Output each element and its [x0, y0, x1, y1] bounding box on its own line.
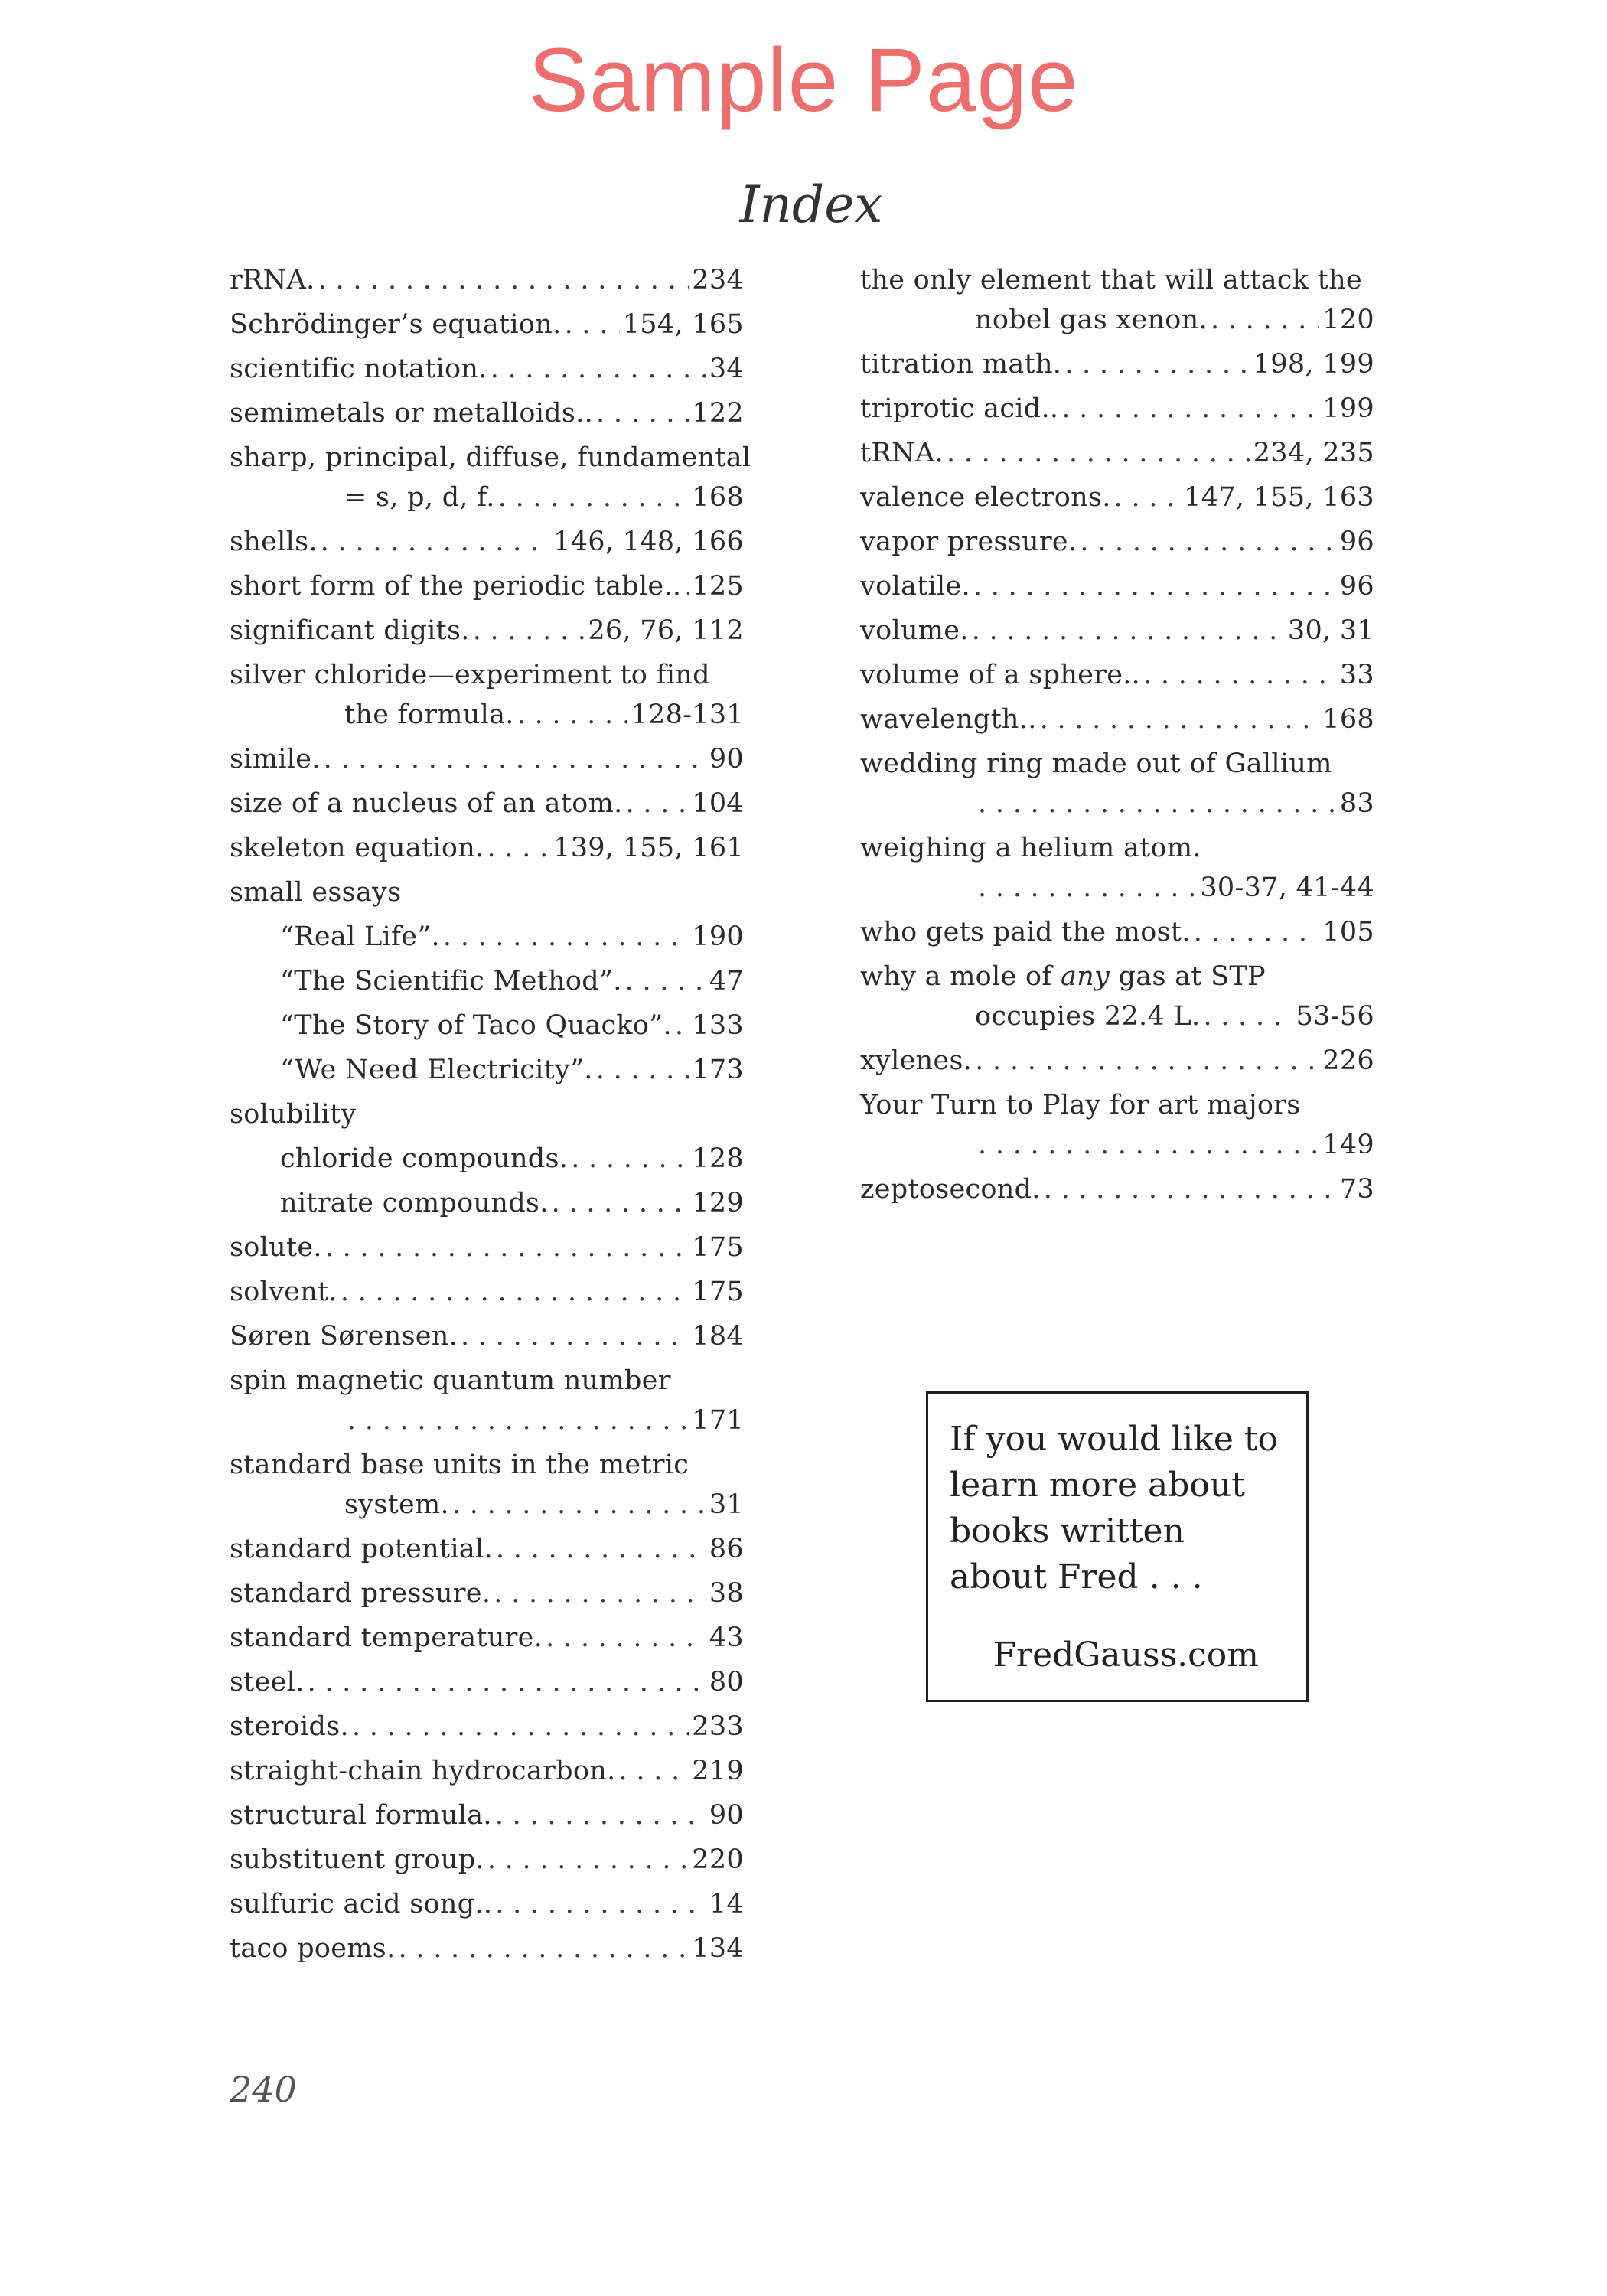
index-entry	[860, 655, 1374, 695]
index-term: scientific notation.	[230, 354, 487, 384]
index-term: taco poems.	[230, 1933, 396, 1964]
index-entry	[230, 260, 744, 300]
index-entry	[860, 1085, 1374, 1165]
index-pages: 14	[709, 1889, 744, 1919]
dot-leader	[546, 1618, 706, 1658]
index-entry	[230, 1840, 744, 1880]
index-entry	[230, 872, 744, 912]
index-term: semimetals or metalloids..	[230, 398, 594, 429]
index-term: xylenes.	[860, 1045, 973, 1076]
index-entry	[230, 1529, 744, 1569]
index-entry	[860, 260, 1374, 340]
dot-leader	[494, 1574, 706, 1613]
index-term: weighing a helium atom.	[860, 833, 1201, 863]
index-pages: 146, 148, 166	[553, 527, 744, 557]
index-term: wavelength..	[860, 704, 1037, 735]
index-pages: 234	[692, 265, 744, 295]
index-term: standard potential.	[230, 1534, 493, 1564]
index-entry	[230, 393, 744, 433]
index-entry	[860, 611, 1374, 651]
index-entry	[230, 522, 744, 562]
dot-leader	[1044, 1169, 1337, 1209]
index-term: system.	[344, 1489, 449, 1520]
index-pages: 133	[692, 1010, 744, 1041]
index-pages: 175	[692, 1232, 744, 1263]
index-pages: 198, 199	[1253, 349, 1374, 380]
index-term: structural formula.	[230, 1800, 492, 1831]
index-pages: 120	[1322, 305, 1374, 335]
index-term: straight-chain hydrocarbon.	[230, 1756, 616, 1786]
index-pages: 226	[1322, 1045, 1374, 1076]
dot-leader	[496, 1529, 706, 1569]
dot-leader	[975, 1041, 1319, 1081]
page-number: 240	[230, 2069, 297, 2110]
index-entry	[230, 1929, 744, 1968]
index-pages: 171	[692, 1405, 744, 1436]
index-term: significant digits.	[230, 615, 470, 646]
index-pages: 47	[709, 966, 744, 996]
index-term: the only element that will attack the	[860, 265, 1362, 295]
index-term: shells.	[230, 527, 318, 557]
dot-leader	[552, 1183, 689, 1223]
index-entry	[860, 389, 1374, 429]
index-pages: 184	[692, 1321, 744, 1352]
index-entry	[230, 1183, 744, 1223]
index-pages: 38	[709, 1578, 744, 1609]
index-pages: 168	[692, 482, 744, 513]
dot-leader	[487, 1840, 689, 1880]
index-pages: 233	[692, 1711, 744, 1742]
dot-leader	[1080, 522, 1337, 562]
index-pages: 125	[692, 571, 744, 602]
dot-leader	[947, 433, 1250, 473]
index-entry	[230, 1139, 744, 1179]
dot-leader	[973, 566, 1337, 606]
index-term: substituent group.	[230, 1844, 484, 1875]
index-term: silver chloride—experiment to find	[230, 660, 710, 690]
index-term: = s, p, d, f.	[344, 482, 495, 513]
index-pages: 149	[1322, 1130, 1374, 1160]
index-pages: 199	[1322, 393, 1374, 424]
index-entry	[230, 1316, 744, 1356]
index-term: who gets paid the most.	[860, 917, 1191, 947]
dot-leader	[341, 1272, 689, 1312]
index-term: sharp, principal, diffuse, fundamental	[230, 442, 751, 473]
index-entry	[230, 611, 744, 651]
index-pages: 129	[692, 1188, 744, 1218]
index-entry	[860, 1041, 1374, 1081]
dot-leader	[324, 739, 706, 779]
dot-leader	[1194, 912, 1320, 952]
index-title: Index	[739, 175, 883, 234]
index-term: volatile.	[860, 571, 970, 602]
dot-leader	[1064, 344, 1250, 384]
index-term: Schrödinger’s equation.	[230, 309, 562, 340]
index-pages: 90	[709, 744, 744, 775]
index-term: rRNA.	[230, 265, 315, 295]
index-entry	[230, 1795, 744, 1835]
dot-leader	[1061, 389, 1319, 429]
index-term: solvent.	[230, 1277, 337, 1307]
index-entry	[860, 700, 1374, 739]
dot-leader	[495, 1795, 706, 1835]
index-pages: 34	[709, 354, 744, 384]
dot-leader	[978, 784, 1337, 823]
index-entry	[230, 784, 744, 823]
index-entry	[860, 344, 1374, 384]
dot-leader	[1040, 700, 1320, 739]
index-pages: 220	[692, 1844, 744, 1875]
dot-leader	[308, 1662, 706, 1702]
index-term: solubility	[230, 1099, 357, 1130]
index-entry	[860, 478, 1374, 517]
index-pages: 86	[709, 1534, 744, 1564]
index-term: solute.	[230, 1232, 322, 1263]
dot-leader	[619, 1751, 689, 1791]
index-pages: 43	[709, 1623, 744, 1653]
index-column-right	[860, 260, 1374, 1214]
index-term: “Real Life”.	[280, 921, 440, 952]
index-pages: 96	[1339, 527, 1374, 557]
index-entry	[860, 1169, 1374, 1209]
index-entry	[860, 566, 1374, 606]
dot-leader	[978, 1125, 1319, 1165]
index-entry	[230, 1884, 744, 1924]
index-entry	[230, 1006, 744, 1045]
index-term: standard base units in the metric	[230, 1450, 689, 1480]
index-entry	[860, 433, 1374, 473]
index-term: tRNA.	[860, 438, 944, 468]
dot-leader	[399, 1929, 689, 1968]
index-term: triprotic acid..	[860, 393, 1059, 424]
index-term: nobel gas xenon.	[975, 305, 1208, 335]
index-pages: 80	[709, 1667, 744, 1698]
dot-leader	[1211, 300, 1319, 340]
index-pages: 33	[1339, 660, 1374, 690]
index-term: Søren Sørensen.	[230, 1321, 458, 1352]
dot-leader	[1203, 996, 1292, 1036]
index-term: vapor pressure.	[860, 527, 1077, 557]
dot-leader	[495, 1884, 706, 1924]
index-term: sulfuric acid song..	[230, 1889, 493, 1919]
index-entry	[860, 522, 1374, 562]
index-term: small essays	[230, 877, 402, 908]
dot-leader	[452, 1485, 706, 1525]
dot-leader	[321, 522, 550, 562]
promo-link[interactable]: FredGauss.com	[993, 1636, 1259, 1675]
dot-leader	[596, 1050, 689, 1090]
index-entry	[230, 1445, 744, 1525]
index-pages: 147, 155, 163	[1184, 482, 1374, 513]
index-term: valence electrons.	[860, 482, 1111, 513]
index-term: Your Turn to Play for art majors	[860, 1090, 1301, 1120]
index-term: “The Story of Taco Quacko”.	[280, 1010, 672, 1041]
index-entry	[230, 828, 744, 868]
index-entry	[230, 917, 744, 957]
index-entry	[230, 1094, 744, 1134]
dot-leader	[978, 868, 1197, 908]
index-term: titration math.	[860, 349, 1062, 380]
dot-leader	[1143, 655, 1337, 695]
index-pages: 53-56	[1296, 1001, 1374, 1032]
index-pages: 234, 235	[1253, 438, 1374, 468]
index-column-left	[230, 260, 751, 1973]
index-pages: 128-131	[631, 700, 744, 730]
index-term: wedding ring made out of Gallium	[860, 748, 1332, 779]
index-entry	[230, 566, 744, 606]
index-entry	[860, 912, 1374, 952]
index-term: the formula.	[344, 700, 514, 730]
dot-leader	[675, 1006, 689, 1045]
index-term: zeptosecond.	[860, 1174, 1041, 1205]
index-pages: 31	[709, 1489, 744, 1520]
index-term: simile.	[230, 744, 321, 775]
index-pages: 219	[692, 1756, 744, 1786]
dot-leader	[487, 828, 551, 868]
index-pages: 173	[692, 1055, 744, 1085]
sample-page-watermark: Sample Page	[528, 30, 1079, 131]
index-pages: 134	[692, 1933, 744, 1964]
index-pages: 26, 76, 112	[588, 615, 744, 646]
index-pages: 128	[692, 1143, 744, 1174]
index-pages: 83	[1339, 788, 1374, 819]
dot-leader	[517, 695, 628, 735]
dot-leader	[684, 566, 689, 606]
index-term: “The Scientific Method”.	[280, 966, 622, 996]
index-pages: 30, 31	[1287, 615, 1374, 646]
dot-leader	[325, 1228, 689, 1267]
dot-leader	[626, 784, 689, 823]
dot-leader	[347, 1401, 689, 1440]
dot-leader	[972, 611, 1285, 651]
index-entry	[230, 438, 751, 517]
dot-leader	[1114, 478, 1182, 517]
index-term: volume of a sphere..	[860, 660, 1141, 690]
index-pages: 105	[1322, 917, 1374, 947]
dot-leader	[443, 917, 689, 957]
index-entry	[230, 349, 744, 389]
index-pages: 104	[692, 788, 744, 819]
index-entry	[230, 655, 744, 735]
index-entry	[230, 1050, 744, 1090]
index-term: volume.	[860, 615, 969, 646]
index-term: steel.	[230, 1667, 305, 1698]
index-entry	[230, 1707, 744, 1746]
index-pages: 139, 155, 161	[553, 833, 744, 863]
dot-leader	[625, 961, 706, 1001]
index-pages: 90	[709, 1800, 744, 1831]
dot-leader	[318, 260, 689, 300]
index-entry	[230, 305, 744, 344]
index-term: nitrate compounds.	[280, 1188, 549, 1218]
promo-text: If you would like to learn more about books written about Fred . . .	[950, 1420, 1279, 1596]
index-term: “We Need Electricity”.	[280, 1055, 593, 1085]
index-pages: 73	[1339, 1174, 1374, 1205]
index-entry	[860, 744, 1374, 823]
index-term: occupies 22.4 L.	[975, 1001, 1201, 1032]
index-entry	[230, 1618, 744, 1658]
index-pages: 96	[1339, 571, 1374, 602]
dot-leader	[596, 393, 689, 433]
index-term: spin magnetic quantum number	[230, 1365, 671, 1396]
index-term: short form of the periodic table..	[230, 571, 682, 602]
index-term: size of a nucleus of an atom.	[230, 788, 623, 819]
dot-leader	[498, 478, 689, 517]
index-term: standard temperature.	[230, 1623, 543, 1653]
index-entry	[860, 828, 1374, 908]
index-entry	[230, 1574, 744, 1613]
index-pages: 122	[692, 398, 744, 429]
index-term: chloride compounds.	[280, 1143, 569, 1174]
index-pages: 154, 165	[622, 309, 744, 340]
index-pages: 175	[692, 1277, 744, 1307]
index-entry	[860, 957, 1374, 1036]
index-term: skeleton equation.	[230, 833, 484, 863]
index-pages: 30-37, 41-44	[1200, 872, 1374, 903]
index-term: standard pressure.	[230, 1578, 491, 1609]
dot-leader	[352, 1707, 689, 1746]
dot-leader	[473, 611, 585, 651]
index-pages: 190	[692, 921, 744, 952]
index-entry	[230, 1751, 744, 1791]
index-entry	[230, 739, 744, 779]
index-entry	[230, 1361, 744, 1440]
dot-leader	[571, 1139, 689, 1179]
promo-box	[926, 1391, 1309, 1702]
index-entry	[230, 961, 744, 1001]
index-pages: 168	[1322, 704, 1374, 735]
index-entry	[230, 1662, 744, 1702]
dot-leader	[565, 305, 620, 344]
dot-leader	[491, 349, 706, 389]
index-term: why a mole of any gas at STP	[860, 961, 1266, 992]
dot-leader	[461, 1316, 689, 1356]
index-term: steroids.	[230, 1711, 349, 1742]
index-entry	[230, 1228, 744, 1267]
index-entry	[230, 1272, 744, 1312]
